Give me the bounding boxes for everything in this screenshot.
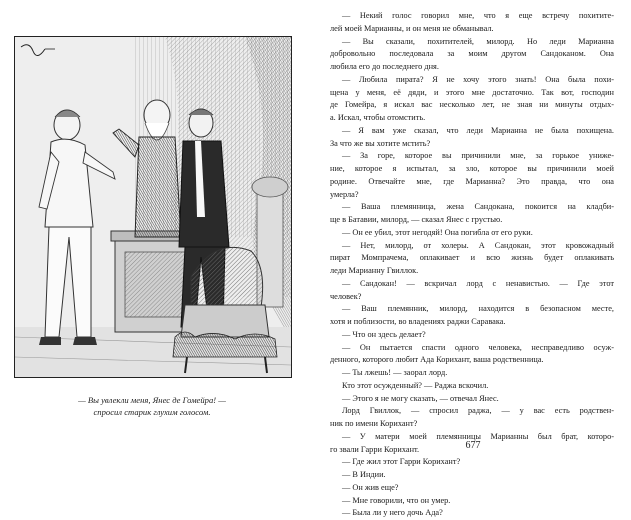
- text-line: — В Индии.: [342, 470, 386, 479]
- text-line: — Этого я не могу сказать, — отвечал Янес.: [342, 393, 499, 403]
- text-line: — Что он здесь делает?: [342, 329, 426, 339]
- text-line: — За горе, которое вы причинили мне, за горькое униже-: [342, 151, 614, 161]
- text-line: За что же вы хотите мстить?: [330, 138, 431, 148]
- text-line: — Ты лжешь! — заорал лорд.: [342, 368, 448, 377]
- text-line: — Ваша племянница, жена Сандокана, покоится на кладби-: [342, 202, 614, 212]
- text-line: ние, которое я испытал, за зло, которое вы причинили моей: [330, 164, 614, 173]
- text-line: — Где жил этот Гарри Корихант?: [342, 457, 461, 467]
- text-line: ник по имени Корихант?: [330, 419, 418, 428]
- caption-line: — Вы увлекли меня, Янес де Гомейра! —: [78, 395, 226, 405]
- caption-line: спросил старик глухим голосом.: [93, 407, 211, 417]
- text-line: лей моей Марианны, и он меня не обманывал.: [330, 23, 494, 33]
- right-page: [330, 0, 631, 518]
- text-line: человек?: [330, 291, 362, 301]
- text-line: — Нет, милорд, от холеры. А Сандокан, этот кровожадный: [342, 240, 614, 250]
- text-line: — Он жив еще?: [342, 482, 399, 492]
- text-line: — Я вам уже сказал, что леди Марианна не была похищена.: [342, 125, 614, 135]
- text-line: любила его до последнего дня.: [330, 62, 439, 71]
- text-line: пират Момпрачема, оплакивает и всю жизнь будет оплакивать: [330, 253, 614, 263]
- text-line: — Вы сказали, похитителей, милорд. Но леди Марианна: [342, 36, 614, 46]
- text-line: — Сандокан! — вскричал лорд с ненавистью. — Где этот: [342, 278, 614, 288]
- text-line: а. Искал, чтобы отомстить.: [330, 113, 426, 122]
- left-page: [0, 0, 315, 457]
- text-line: — Он пытается спасти одного человека, несправедливо осуж-: [342, 342, 614, 352]
- text-line: умерла?: [330, 189, 359, 199]
- text-line: добровольно последовала за моим другом Сандоканом. Она: [330, 49, 614, 59]
- text-line: Лорд Гвиллок, — спросил раджа, — у вас есть родствен-: [342, 406, 614, 416]
- text-line: де Гомейра, я искал вас несколько лет, не зная ни минуты отдых-: [330, 100, 614, 110]
- engraving-illustration-icon: [14, 36, 292, 378]
- text-line: — У матери моей племянницы Марианны был брат, которо-: [342, 431, 614, 441]
- text-line: леди Марианну Гвиллок.: [330, 266, 419, 275]
- text-line: Кто этот осужденный? — Раджа вскочил.: [342, 380, 489, 390]
- text-line: — Была ли у него дочь Ада?: [342, 508, 443, 518]
- text-line: — Ваш племянник, милорд, находится в безопасном месте,: [342, 304, 614, 314]
- text-line: хотя и поблизости, во владениях раджи Саравака.: [330, 317, 506, 326]
- text-line: — Некий голос говорил мне, что я еще встречу похитите-: [342, 11, 614, 20]
- text-line: ще в Батавии, милорд, — сказал Янес с грустью.: [330, 215, 503, 224]
- text-line: — Он ее убил, этот негодяй! Она погибла от его руки.: [342, 227, 533, 237]
- text-line: родине. Отвечайте мне, где Марианна? Это правда, что она: [330, 176, 614, 186]
- illustration-drawing: [15, 37, 291, 377]
- text-line: — Любила пирата? Я не хочу этого знать! Она была похи-: [342, 74, 614, 84]
- page-number: 677: [465, 440, 481, 451]
- text-line: го звали Гарри Корихант.: [330, 444, 420, 454]
- text-line: щена у меня, её дяди, и этого мне достаточно. Так вот, господин: [330, 87, 614, 97]
- illustration-caption: [22, 394, 282, 418]
- text-line: — Мне говорили, что он умер.: [342, 495, 451, 505]
- text-line: денного, которого любит Ада Корихант, ваша родственница.: [330, 355, 544, 365]
